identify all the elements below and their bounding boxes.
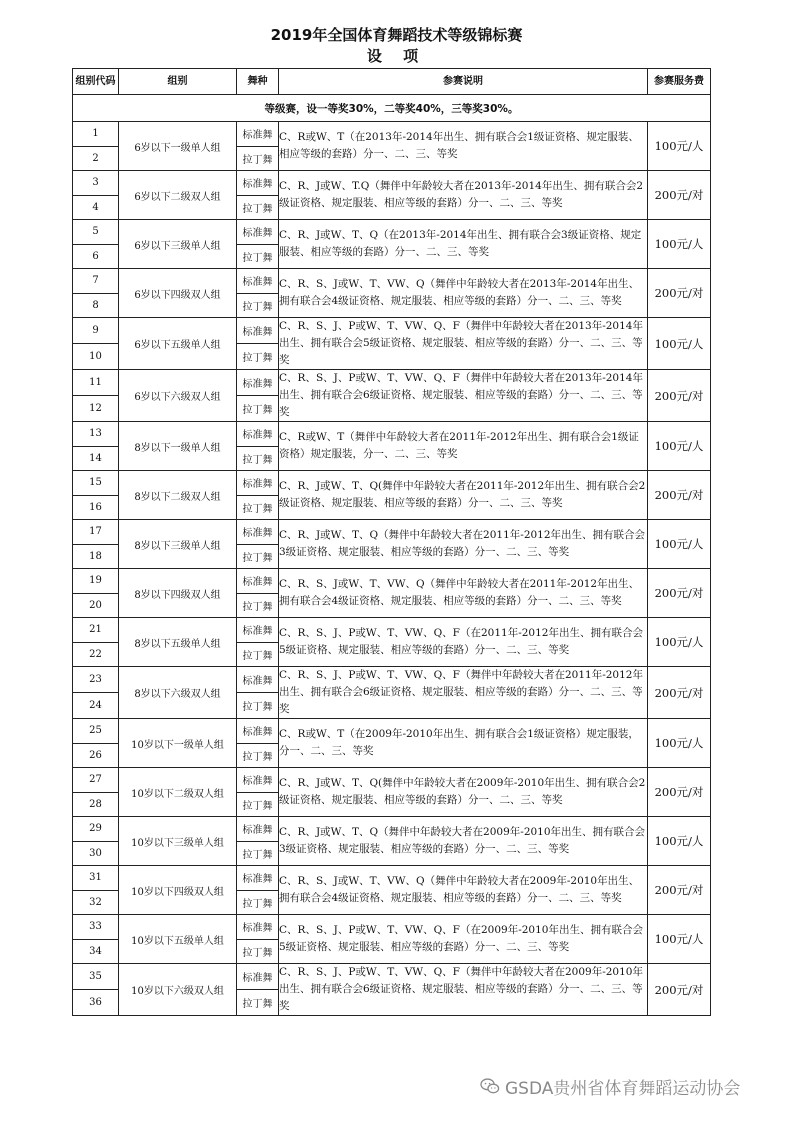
entry-fee: 100元/人 xyxy=(648,520,711,569)
entry-description: C、R、S、J或W、T、VW、Q（舞伴中年龄较大者在2013年-2014年出生、拥有联合会4级证资格、规定服装、相应等级的套路）分一、二、三、等奖 xyxy=(279,269,648,318)
dance-type: 拉丁舞 xyxy=(237,146,279,171)
group-code: 12 xyxy=(73,396,119,422)
entry-description: C、R或W、T（在2009年-2010年出生、拥有联合会1级证资格）规定服装，分一、二、三、等奖 xyxy=(279,719,648,768)
group-name: 10岁以下五级单人组 xyxy=(119,915,237,964)
dance-type: 拉丁舞 xyxy=(237,544,279,569)
table-row xyxy=(73,915,711,940)
group-code: 9 xyxy=(73,318,119,344)
group-name: 6岁以下六级双人组 xyxy=(119,370,237,422)
entry-description: C、R、S、J、P或W、T、VW、Q、F（舞伴中年龄较大者在2011年-2012年出生、拥有联合会6级证资格、规定服装、相应等级的套路）分一、二、三、等奖 xyxy=(279,667,648,719)
entry-fee: 200元/对 xyxy=(648,269,711,318)
entry-description: C、R、S、J、P或W、T、VW、Q、F（在2011年-2012年出生、拥有联合会5级证资格、规定服装、相应等级的套路）分一、二、三、等奖 xyxy=(279,618,648,667)
group-code: 33 xyxy=(73,915,119,940)
group-code: 29 xyxy=(73,817,119,842)
group-code: 1 xyxy=(73,122,119,147)
dance-type: 拉丁舞 xyxy=(237,195,279,220)
group-name: 8岁以下六级双人组 xyxy=(119,667,237,719)
entry-fee: 200元/对 xyxy=(648,471,711,520)
entry-fee: 200元/对 xyxy=(648,964,711,1016)
table-row xyxy=(73,569,711,594)
group-code: 2 xyxy=(73,146,119,171)
entry-description: C、R、S、J、P或W、T、VW、Q、F（舞伴中年龄较大者在2013年-2014年出生、拥有联合会6级证资格、规定服装、相应等级的套路）分一、二、三、等奖 xyxy=(279,370,648,422)
watermark xyxy=(480,1072,780,1100)
dance-type: 拉丁舞 xyxy=(237,939,279,964)
entry-description: C、R或W、T（舞伴中年龄较大者在2011年-2012年出生、拥有联合会1级证资格）规定服装，分一、二、三、等奖 xyxy=(279,422,648,471)
dance-type: 标准舞 xyxy=(237,471,279,496)
group-code: 26 xyxy=(73,743,119,768)
group-code: 34 xyxy=(73,939,119,964)
dance-type: 标准舞 xyxy=(237,269,279,294)
entry-fee: 100元/人 xyxy=(648,719,711,768)
entry-description: C、R、S、J或W、T、VW、Q（舞伴中年龄较大者在2011年-2012年出生、拥有联合会4级证资格、规定服装、相应等级的套路）分一、二、三、等奖 xyxy=(279,569,648,618)
table-row xyxy=(73,817,711,842)
group-name: 10岁以下六级双人组 xyxy=(119,964,237,1016)
group-code: 25 xyxy=(73,719,119,744)
group-name: 6岁以下四级双人组 xyxy=(119,269,237,318)
entry-description: C、R、S、J、P或W、T、VW、Q、F（舞伴中年龄较大者在2013年-2014年出生、拥有联合会5级证资格、规定服装、相应等级的套路）分一、二、三、等奖 xyxy=(279,318,648,370)
table-row xyxy=(73,370,711,396)
dance-type: 标准舞 xyxy=(237,667,279,693)
dance-type: 拉丁舞 xyxy=(237,792,279,817)
dance-type: 标准舞 xyxy=(237,171,279,196)
dance-type: 拉丁舞 xyxy=(237,743,279,768)
group-code: 17 xyxy=(73,520,119,545)
group-code: 8 xyxy=(73,293,119,318)
group-code: 15 xyxy=(73,471,119,496)
entry-description: C、R或W、T（在2013年-2014年出生、拥有联合会1级证资格、规定服装、相应等级的套路）分一、二、三、等奖 xyxy=(279,122,648,171)
dance-type: 标准舞 xyxy=(237,915,279,940)
notice-text: 等级赛，设一等奖30%，二等奖40%，三等奖30%。 xyxy=(73,95,711,122)
group-code: 3 xyxy=(73,171,119,196)
entry-description: C、R、J或W、T.Q（舞伴中年龄较大者在2013年-2014年出生、拥有联合会2级证资格、规定服装、相应等级的套路）分一、二、三、等奖 xyxy=(279,171,648,220)
group-code: 21 xyxy=(73,618,119,643)
entry-fee: 100元/人 xyxy=(648,220,711,269)
dance-type: 拉丁舞 xyxy=(237,841,279,866)
group-name: 10岁以下一级单人组 xyxy=(119,719,237,768)
entry-fee: 200元/对 xyxy=(648,667,711,719)
dance-type: 标准舞 xyxy=(237,719,279,744)
group-name: 10岁以下三级单人组 xyxy=(119,817,237,866)
group-code: 16 xyxy=(73,495,119,520)
dance-type: 标准舞 xyxy=(237,618,279,643)
entry-description: C、R、S、J或W、T、VW、Q（舞伴中年龄较大者在2009年-2010年出生、拥有联合会4级证资格、规定服装、相应等级的套路）分一、二、三、等奖 xyxy=(279,866,648,915)
entry-fee: 200元/对 xyxy=(648,866,711,915)
dance-type: 标准舞 xyxy=(237,370,279,396)
table-row xyxy=(73,171,711,196)
entry-fee: 100元/人 xyxy=(648,817,711,866)
page-title: 2019年全国体育舞蹈技术等级锦标赛 xyxy=(270,26,523,44)
group-name: 6岁以下一级单人组 xyxy=(119,122,237,171)
entry-fee: 200元/对 xyxy=(648,370,711,422)
dance-type: 拉丁舞 xyxy=(237,495,279,520)
group-code: 13 xyxy=(73,422,119,447)
group-name: 6岁以下五级单人组 xyxy=(119,318,237,370)
dance-type: 拉丁舞 xyxy=(237,642,279,667)
group-name: 10岁以下二级双人组 xyxy=(119,768,237,817)
group-name: 8岁以下三级单人组 xyxy=(119,520,237,569)
header-desc: 参赛说明 xyxy=(279,69,648,95)
entry-fee: 100元/人 xyxy=(648,422,711,471)
table-row xyxy=(73,122,711,147)
group-code: 23 xyxy=(73,667,119,693)
table-row xyxy=(73,220,711,245)
entry-description: C、R、J或W、T、Q(舞伴中年龄较大者在2011年-2012年出生、拥有联合会2级证资格、规定服装、相应等级的套路）分一、二、三、等奖 xyxy=(279,471,648,520)
group-code: 27 xyxy=(73,768,119,793)
group-code: 7 xyxy=(73,269,119,294)
table-row xyxy=(73,422,711,447)
group-code: 19 xyxy=(73,569,119,594)
header-group: 组别 xyxy=(119,69,237,95)
table-row xyxy=(73,269,711,294)
dance-type: 标准舞 xyxy=(237,768,279,793)
dance-type: 拉丁舞 xyxy=(237,446,279,471)
entry-description: C、R、J或W、T、Q（在2013年-2014年出生、拥有联合会3级证资格、规定服装、相应等级的套路）分一、二、三、等奖 xyxy=(279,220,648,269)
group-code: 30 xyxy=(73,841,119,866)
table-row xyxy=(73,471,711,496)
dance-type: 拉丁舞 xyxy=(237,344,279,370)
dance-type: 标准舞 xyxy=(237,866,279,891)
table-row xyxy=(73,719,711,744)
group-name: 6岁以下二级双人组 xyxy=(119,171,237,220)
table-row xyxy=(73,667,711,693)
table-row xyxy=(73,866,711,891)
group-code: 32 xyxy=(73,890,119,915)
entry-description: C、R、S、J、P或W、T、VW、Q、F（在2009年-2010年出生、拥有联合会5级证资格、规定服装、相应等级的套路）分一、二、三、等奖 xyxy=(279,915,648,964)
group-name: 8岁以下五级单人组 xyxy=(119,618,237,667)
table-row xyxy=(73,520,711,545)
group-code: 4 xyxy=(73,195,119,220)
group-code: 11 xyxy=(73,370,119,396)
group-code: 35 xyxy=(73,964,119,990)
entry-fee: 100元/人 xyxy=(648,915,711,964)
entry-fee: 200元/对 xyxy=(648,569,711,618)
entry-description: C、R、J或W、T、Q(舞伴中年龄较大者在2009年-2010年出生、拥有联合会2级证资格、规定服装、相应等级的套路）分一、二、三、等奖 xyxy=(279,768,648,817)
group-name: 6岁以下三级单人组 xyxy=(119,220,237,269)
table-row xyxy=(73,318,711,344)
entry-description: C、R、J或W、T、Q（舞伴中年龄较大者在2009年-2010年出生、拥有联合会3级证资格、规定服装、相应等级的套路）分一、二、三、等奖 xyxy=(279,817,648,866)
dance-type: 标准舞 xyxy=(237,817,279,842)
events-table xyxy=(72,68,711,1016)
table-body xyxy=(73,95,711,1016)
dance-type: 拉丁舞 xyxy=(237,990,279,1016)
entry-description: C、R、S、J、P或W、T、VW、Q、F（舞伴中年龄较大者在2009年-2010年出生、拥有联合会6级证资格、规定服装、相应等级的套路）分一、二、三、等奖 xyxy=(279,964,648,1016)
table-header-row xyxy=(73,69,711,95)
entry-fee: 200元/对 xyxy=(648,171,711,220)
group-name: 8岁以下二级双人组 xyxy=(119,471,237,520)
entry-fee: 100元/人 xyxy=(648,318,711,370)
group-name: 10岁以下四级双人组 xyxy=(119,866,237,915)
notice-row xyxy=(73,95,711,122)
group-code: 18 xyxy=(73,544,119,569)
dance-type: 标准舞 xyxy=(237,520,279,545)
group-code: 36 xyxy=(73,990,119,1016)
group-code: 28 xyxy=(73,792,119,817)
dance-type: 标准舞 xyxy=(237,318,279,344)
group-name: 8岁以下四级双人组 xyxy=(119,569,237,618)
dance-type: 拉丁舞 xyxy=(237,396,279,422)
entry-fee: 100元/人 xyxy=(648,618,711,667)
table-row xyxy=(73,618,711,643)
group-code: 5 xyxy=(73,220,119,245)
dance-type: 标准舞 xyxy=(237,964,279,990)
dance-type: 拉丁舞 xyxy=(237,890,279,915)
group-name: 8岁以下一级单人组 xyxy=(119,422,237,471)
page-subtitle: 设 项 xyxy=(366,47,427,65)
dance-type: 拉丁舞 xyxy=(237,244,279,269)
group-code: 31 xyxy=(73,866,119,891)
dance-type: 标准舞 xyxy=(237,569,279,594)
dance-type: 拉丁舞 xyxy=(237,693,279,719)
group-code: 22 xyxy=(73,642,119,667)
dance-type: 标准舞 xyxy=(237,422,279,447)
header-fee: 参赛服务费 xyxy=(648,69,711,95)
table-row xyxy=(73,768,711,793)
dance-type: 拉丁舞 xyxy=(237,293,279,318)
header-dance: 舞种 xyxy=(237,69,279,95)
group-code: 14 xyxy=(73,446,119,471)
dance-type: 拉丁舞 xyxy=(237,593,279,618)
group-code: 20 xyxy=(73,593,119,618)
dance-type: 标准舞 xyxy=(237,220,279,245)
group-code: 6 xyxy=(73,244,119,269)
group-code: 24 xyxy=(73,693,119,719)
header-code: 组别代码 xyxy=(73,69,119,95)
entry-description: C、R、J或W、T、Q（舞伴中年龄较大者在2011年-2012年出生、拥有联合会3级证资格、规定服装、相应等级的套路）分一、二、三、等奖 xyxy=(279,520,648,569)
wechat-icon xyxy=(480,1077,500,1095)
entry-fee: 200元/对 xyxy=(648,768,711,817)
group-code: 10 xyxy=(73,344,119,370)
dance-type: 标准舞 xyxy=(237,122,279,147)
watermark-text: GSDA贵州省体育舞蹈运动协会 xyxy=(505,1078,741,1099)
table-row xyxy=(73,964,711,990)
entry-fee: 100元/人 xyxy=(648,122,711,171)
